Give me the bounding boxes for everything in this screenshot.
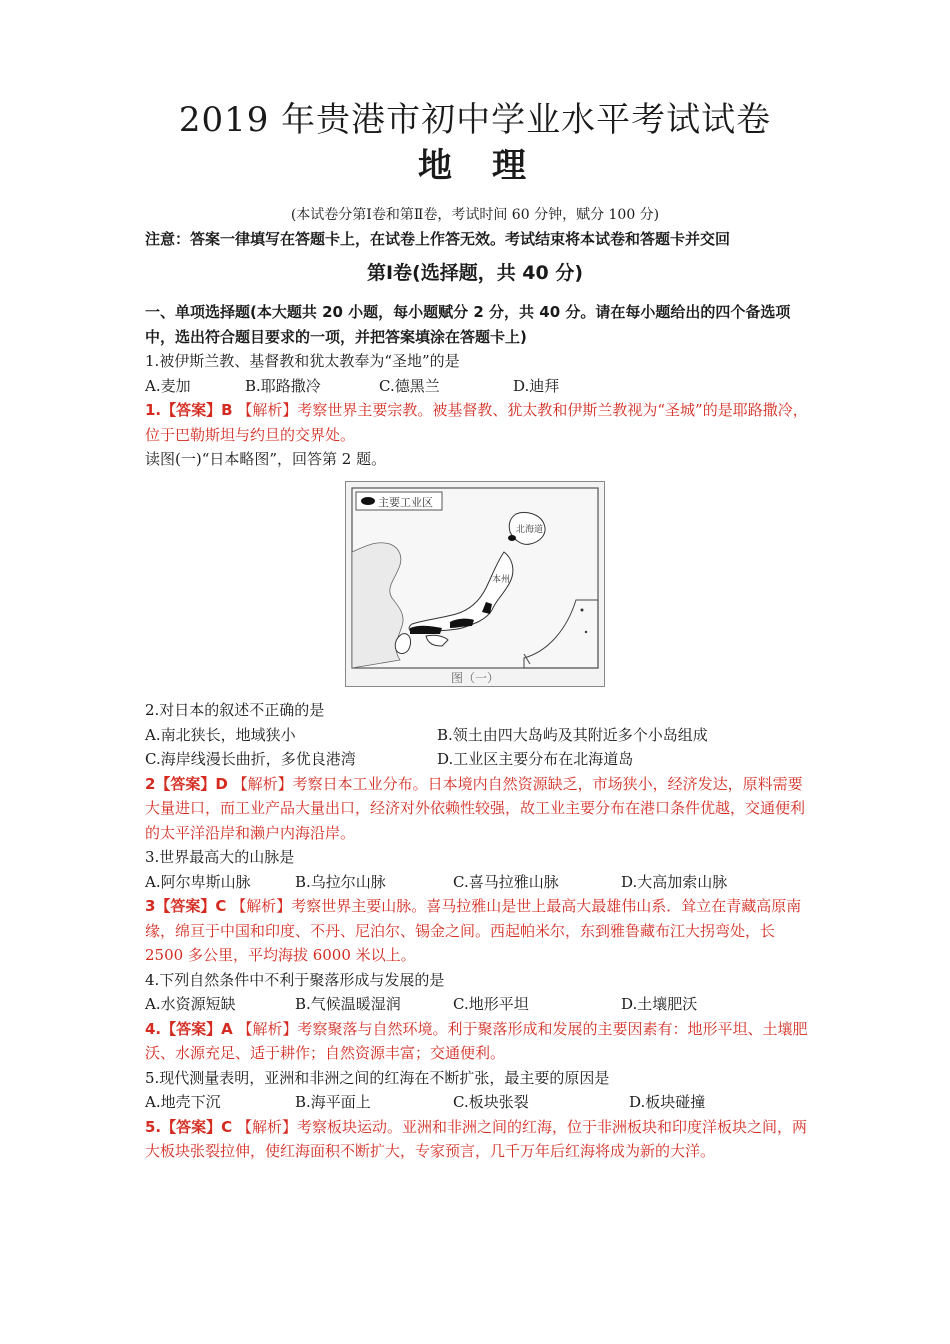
question-options [145, 1090, 815, 1115]
answer-explanation [145, 1115, 815, 1164]
option: C.海岸线漫长曲折，多优良港湾 [145, 750, 356, 768]
exam-intro: (本试卷分第Ⅰ卷和第Ⅱ卷，考试时间 60 分钟，赋分 100 分) [290, 207, 660, 223]
industrial-zone-marker [508, 535, 516, 541]
question-options [145, 747, 815, 772]
answer-label: 4.【答案】A [145, 1019, 233, 1038]
answer-explanation [145, 398, 815, 447]
option: A.南北狭长，地域狭小 [145, 725, 296, 744]
option: C.地形平坦 [453, 995, 529, 1013]
exam-notice: 注意：答案一律填写在答题卡上，在试卷上作答无效。考试结束将本试卷和答题卡并交回 [145, 230, 731, 248]
option: A.阿尔卑斯山脉 [145, 872, 251, 891]
section-block-1 [145, 300, 815, 472]
option: A.麦加 [145, 376, 191, 395]
question-stem: 3.世界最高大的山脉是 [145, 848, 295, 866]
exam-title: 2019 年贵港市初中学业水平考试试卷 [178, 100, 772, 140]
analysis-text: 【解析】考察世界主要宗教。被基督教、犹太教和伊斯兰教视为“圣城”的是耶路撒冷，位于巴勒斯坦与约旦的交界处。 [145, 401, 808, 444]
answer-explanation [145, 772, 815, 846]
legend-label: 主要工业区 [378, 496, 433, 509]
japan-map-figure [345, 481, 605, 687]
question-stem: 5.现代测量表明，亚洲和非洲之间的红海在不断扩张，最主要的原因是 [145, 1068, 610, 1087]
answer-label: 5.【答案】C [145, 1117, 233, 1136]
answer-label: 1.【答案】B [145, 401, 233, 419]
industrial-zone-legend-icon [361, 497, 375, 505]
figure-caption: 图（一） [450, 671, 499, 685]
option: C.德黑兰 [379, 376, 440, 395]
question-stem: 1.被伊斯兰教、基督教和犹太教奉为“圣地”的是 [145, 352, 460, 370]
option: B.气候温暖湿润 [295, 995, 401, 1013]
answer-label: 2【答案】D [145, 774, 228, 793]
subject-char-2: 理 [492, 146, 532, 186]
question-options [145, 870, 815, 895]
analysis-text: 【解析】考察聚落与自然环境。利于聚落形成和发展的主要因素有：地形平坦、土壤肥沃、水源充足、适于耕作；自然资源丰富；交通便利。 [145, 1019, 808, 1062]
answer-label: 3【答案】C [145, 897, 227, 915]
question-options [145, 723, 815, 748]
figure-prompt: 读图(一)“日本略图”，回答第 2 题。 [145, 450, 387, 468]
option: B.乌拉尔山脉 [295, 872, 386, 891]
analysis-text: 【解析】考察板块运动。亚洲和非洲之间的红海，位于非洲板块和印度洋板块之间，两大板块张裂拉伸，使红海面积不断扩大，专家预言，几千万年后红海将成为新的大洋。 [145, 1117, 807, 1160]
question-stem: 2.对日本的叙述不正确的是 [145, 701, 325, 719]
subject-char-1: 地 [418, 146, 458, 186]
hokkaido-label: 北海道 [516, 525, 544, 535]
answer-explanation [145, 1017, 815, 1066]
subject-title [0, 138, 950, 187]
question-block-2 [145, 698, 815, 1164]
option: A.地壳下沉 [145, 1093, 221, 1111]
honshu-label: 本州 [492, 575, 511, 585]
answer-explanation [145, 894, 815, 968]
analysis-text: 【解析】考察世界主要山脉。喜马拉雅山是世上最高大最雄伟山系．耸立在青藏高原南缘，绵亘于中国和印度、不丹、尼泊尔、锡金之间。西起帕米尔，东到雅鲁藏布江大拐弯处，长 2500 多公里，平均海拔 6000 米以上。 [145, 897, 802, 964]
option: B.领土由四大岛屿及其附近多个小岛组成 [437, 725, 708, 744]
section-heading: 一、单项选择题(本大题共 20 小题，每小题赋分 2 分，共 40 分。请在每小题给出的四个备选项中，选出符合题目要求的一项，并把答案填涂在答题卡上) [145, 303, 791, 346]
option: D.大高加索山脉 [621, 872, 728, 891]
question-stem: 4.下列自然条件中不利于聚落形成与发展的是 [145, 970, 445, 989]
question-options [145, 374, 815, 399]
option: D.工业区主要分布在北海道岛 [437, 750, 634, 768]
option: D.土壤肥沃 [621, 995, 698, 1013]
question-options [145, 992, 815, 1017]
part-title: 第Ⅰ卷(选择题，共 40 分) [366, 262, 584, 284]
analysis-text: 【解析】考察日本工业分布。日本境内自然资源缺乏，市场狭小，经济发达，原料需要大量进口，而工业产品大量出口，经济对外依赖性较强，故工业主要分布在港口条件优越，交通便利的太平洋沿岸和濑户内海沿岸。 [145, 774, 806, 842]
option: B.耶路撒冷 [245, 376, 321, 395]
option: C.板块张裂 [453, 1093, 529, 1111]
option: A.水资源短缺 [145, 995, 236, 1013]
option: D.迪拜 [513, 376, 560, 395]
option: D.板块碰撞 [629, 1093, 706, 1111]
option: B.海平面上 [295, 1093, 371, 1111]
option: C.喜马拉雅山脉 [453, 872, 559, 891]
japan-map-svg [346, 482, 604, 686]
